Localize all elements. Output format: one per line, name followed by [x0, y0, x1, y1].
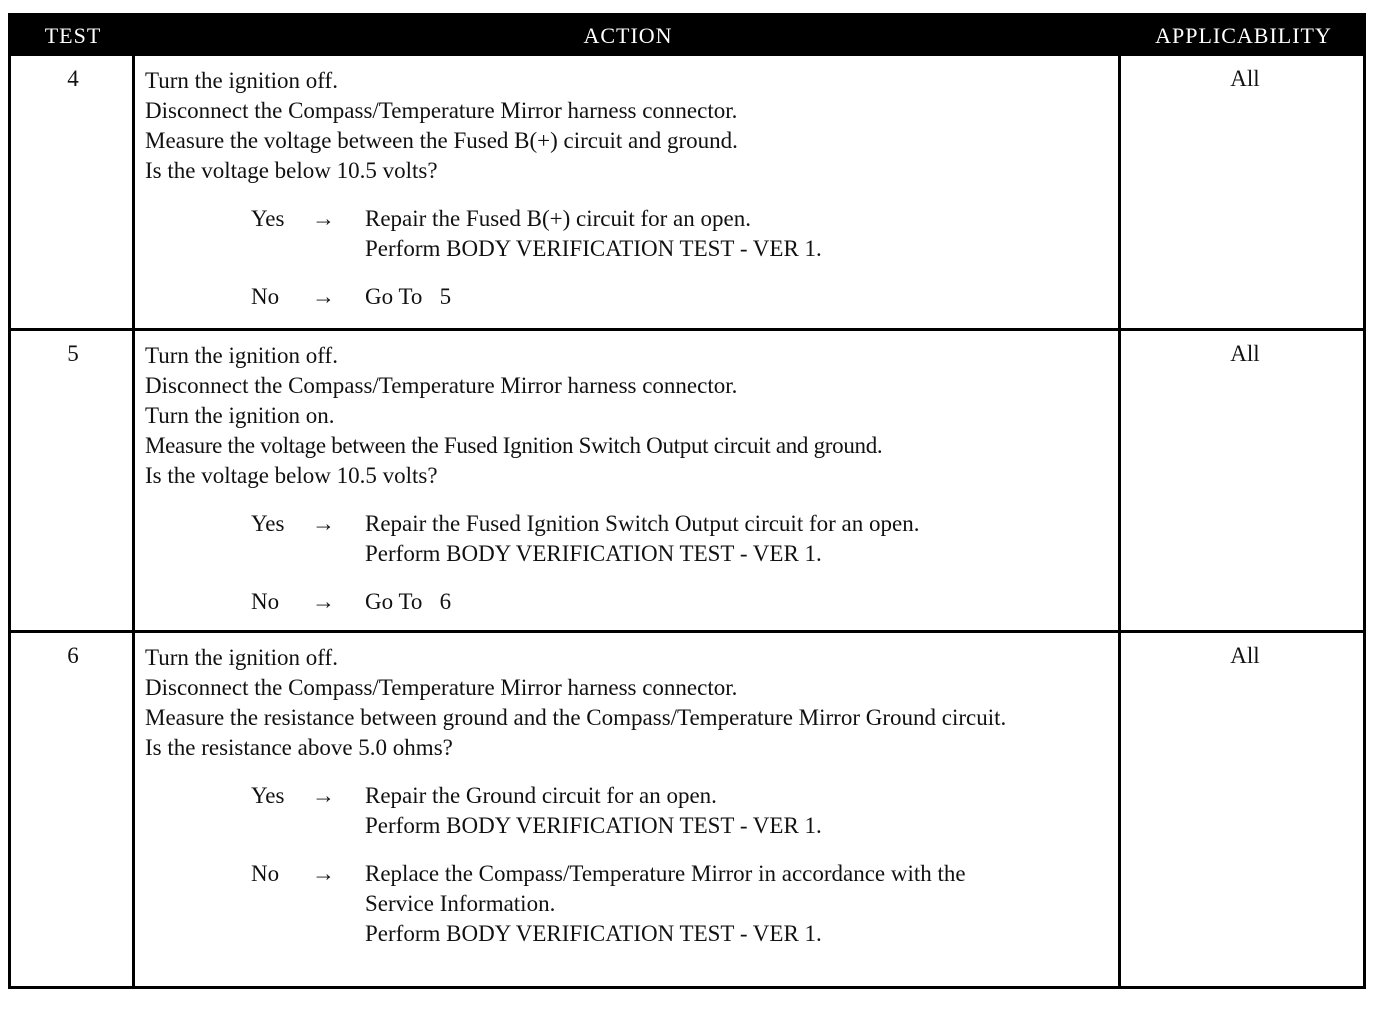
outcome-yes: [145, 781, 1111, 841]
table-row: [11, 56, 1363, 328]
right-arrow-icon: →: [312, 284, 335, 309]
yes-label: Yes: [251, 783, 285, 808]
table-row: [11, 328, 1363, 630]
right-arrow-icon: →: [312, 206, 335, 231]
result-line: Perform BODY VERIFICATION TEST - VER 1.: [365, 813, 822, 838]
yes-result: [365, 781, 1111, 841]
outcome-yes: [145, 204, 1111, 264]
diagnostic-test-table: [8, 13, 1366, 989]
test-number: 4: [67, 66, 79, 91]
right-arrow-icon: →: [312, 861, 335, 886]
no-result: [365, 282, 1111, 312]
action-step: Turn the ignition off.: [145, 343, 338, 368]
result-line: Repair the Ground circuit for an open.: [365, 783, 717, 808]
action-step: Is the voltage below 10.5 volts?: [145, 158, 438, 183]
right-arrow-icon: →: [312, 511, 335, 536]
result-line: Perform BODY VERIFICATION TEST - VER 1.: [365, 541, 822, 566]
action-step: Measure the voltage between the Fused Ignition Switch Output circuit and ground.: [145, 433, 883, 458]
right-arrow-icon: →: [312, 783, 335, 808]
action-step: Is the voltage below 10.5 volts?: [145, 463, 438, 488]
outcome-no: [145, 859, 1111, 949]
action-cell: [145, 643, 1111, 949]
test-number: 6: [67, 643, 79, 668]
right-arrow-icon: →: [312, 589, 335, 614]
outcome-no: [145, 282, 1111, 312]
applicability-cell: All: [1230, 66, 1260, 91]
header-applicability: APPLICABILITY: [1155, 23, 1332, 48]
result-line: Service Information.: [365, 891, 556, 916]
action-step: Turn the ignition off.: [145, 645, 338, 670]
header-test: TEST: [44, 23, 102, 48]
action-step: Measure the voltage between the Fused B(+) circuit and ground.: [145, 128, 738, 153]
result-line: Repair the Fused B(+) circuit for an open.: [365, 206, 751, 231]
no-result: [365, 587, 1111, 617]
result-line: Perform BODY VERIFICATION TEST - VER 1.: [365, 921, 822, 946]
result-line: Repair the Fused Ignition Switch Output circuit for an open.: [365, 511, 920, 536]
result-line: Replace the Compass/Temperature Mirror in accordance with the: [365, 861, 966, 886]
action-cell: [145, 341, 1111, 617]
applicability-cell: All: [1230, 341, 1260, 366]
outcome-no: [145, 587, 1111, 617]
action-cell: [145, 66, 1111, 312]
yes-result: [365, 509, 1111, 569]
table-header: [11, 16, 1363, 56]
no-label: No: [251, 589, 280, 614]
action-step: Measure the resistance between ground and the Compass/Temperature Mirror Ground circuit.: [145, 705, 1007, 730]
action-step: Disconnect the Compass/Temperature Mirror harness connector.: [145, 373, 738, 398]
header-action: ACTION: [583, 23, 673, 48]
result-line: Perform BODY VERIFICATION TEST - VER 1.: [365, 236, 822, 261]
table-row: [11, 630, 1363, 986]
outcome-yes: [145, 509, 1111, 569]
action-step: Disconnect the Compass/Temperature Mirror harness connector.: [145, 98, 738, 123]
action-step: Turn the ignition on.: [145, 403, 335, 428]
test-number: 5: [67, 341, 79, 366]
action-step: Is the resistance above 5.0 ohms?: [145, 735, 453, 760]
result-line: Go To 5: [365, 284, 452, 309]
no-label: No: [251, 284, 280, 309]
yes-label: Yes: [251, 206, 285, 231]
yes-label: Yes: [251, 511, 285, 536]
action-step: Disconnect the Compass/Temperature Mirror harness connector.: [145, 675, 738, 700]
result-line: Go To 6: [365, 589, 452, 614]
applicability-cell: All: [1230, 643, 1260, 668]
no-label: No: [251, 861, 280, 886]
yes-result: [365, 204, 1111, 264]
no-result: [365, 859, 1111, 949]
action-step: Turn the ignition off.: [145, 68, 338, 93]
